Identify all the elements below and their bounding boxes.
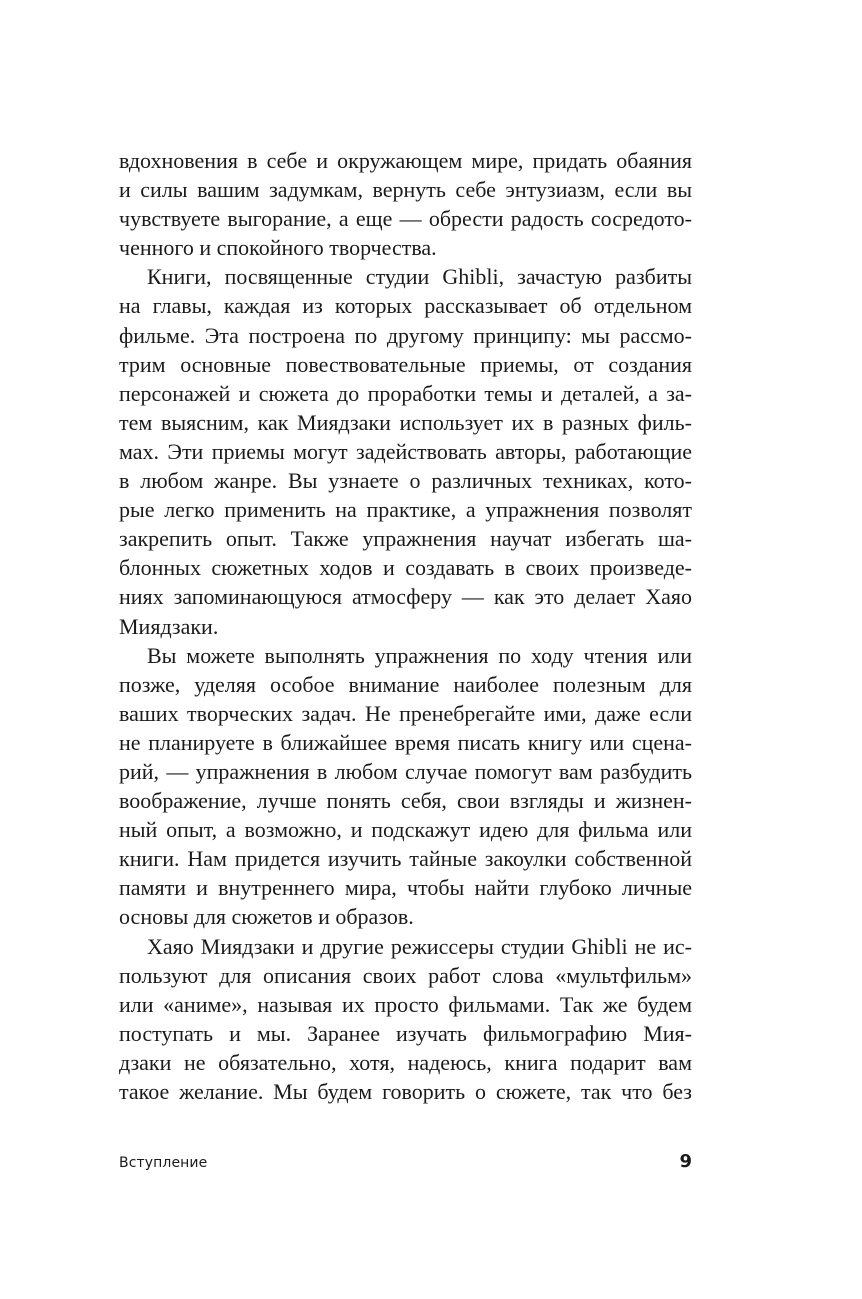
text-line: блонных сюжетных ходов и создавать в своих произведе- <box>119 555 692 581</box>
text-line: фильме. Эта построена по другому принципу: мы рассмо- <box>119 322 692 348</box>
text-line: ваших творческих задач. Не пренебрегайте ими, даже если <box>119 700 692 726</box>
text-line: чувствуете выгорание, а еще — обрести радость сосредото- <box>119 206 692 232</box>
text-line: рые легко применить на практике, а упражнения позволят <box>119 497 692 523</box>
page-number: 9 <box>679 1151 692 1172</box>
text-line: Миядзаки. <box>119 613 219 639</box>
text-line: позже, уделяя особое внимание наиболее полезным для <box>119 671 692 697</box>
text-line: на главы, каждая из которых рассказывает об отдельном <box>119 293 692 319</box>
text-line: книги. Нам придется изучить тайные закоулки собственной <box>119 846 692 872</box>
text-line: тем выясним, как Миядзаки использует их в разных филь- <box>119 409 692 435</box>
text-line: в любом жанре. Вы узнаете о различных техниках, кото- <box>119 468 692 494</box>
body-text <box>119 146 692 1106</box>
running-footer-section-title: Вступление <box>119 1155 208 1171</box>
text-line: Вы можете выполнять упражнения по ходу чтения или <box>147 642 692 668</box>
text-line: закрепить опыт. Также упражнения научат избегать ша- <box>119 526 692 552</box>
text-line: пользуют для описания своих работ слова «мультфильм» <box>119 962 692 988</box>
text-line: и силы вашим задумкам, вернуть себе энтузиазм, если вы <box>119 177 692 203</box>
text-line: рий, — упражнения в любом случае помогут вам разбудить <box>119 758 692 784</box>
text-line: ниях запоминающуюся атмосферу — как это делает Хаяо <box>119 584 692 610</box>
text-line: ченного и спокойного творчества. <box>119 235 437 261</box>
text-line: Хаяо Миядзаки и другие режиссеры студии Ghibli не ис- <box>147 933 692 959</box>
text-line: основы для сюжетов и образов. <box>119 904 414 930</box>
text-line: или «аниме», называя их просто фильмами. Так же будем <box>119 991 692 1017</box>
text-line: трим основные повествовательные приемы, от создания <box>119 351 692 377</box>
text-line: Книги, посвященные студии Ghibli, зачастую разбиты <box>147 264 692 290</box>
text-line: поступать и мы. Заранее изучать фильмографию Мия- <box>119 1020 692 1046</box>
text-line: не планируете в ближайшее время писать книгу или сцена- <box>119 729 692 755</box>
text-line: вдохновения в себе и окружающем мире, придать обаяния <box>119 148 692 173</box>
text-line: такое желание. Мы будем говорить о сюжете, так что без <box>119 1079 692 1104</box>
text-line: воображение, лучше понять себя, свои взгляды и жизнен- <box>119 788 692 814</box>
text-line: персонажей и сюжета до проработки темы и деталей, а за- <box>119 380 692 406</box>
text-line: мах. Эти приемы могут задействовать авторы, работающие <box>119 438 692 464</box>
text-line: ный опыт, а возможно, и подскажут идею для фильма или <box>119 817 692 843</box>
text-line: памяти и внутреннего мира, чтобы найти глубоко личные <box>119 875 692 901</box>
text-line: дзаки не обязательно, хотя, надеюсь, книга подарит вам <box>119 1049 692 1075</box>
